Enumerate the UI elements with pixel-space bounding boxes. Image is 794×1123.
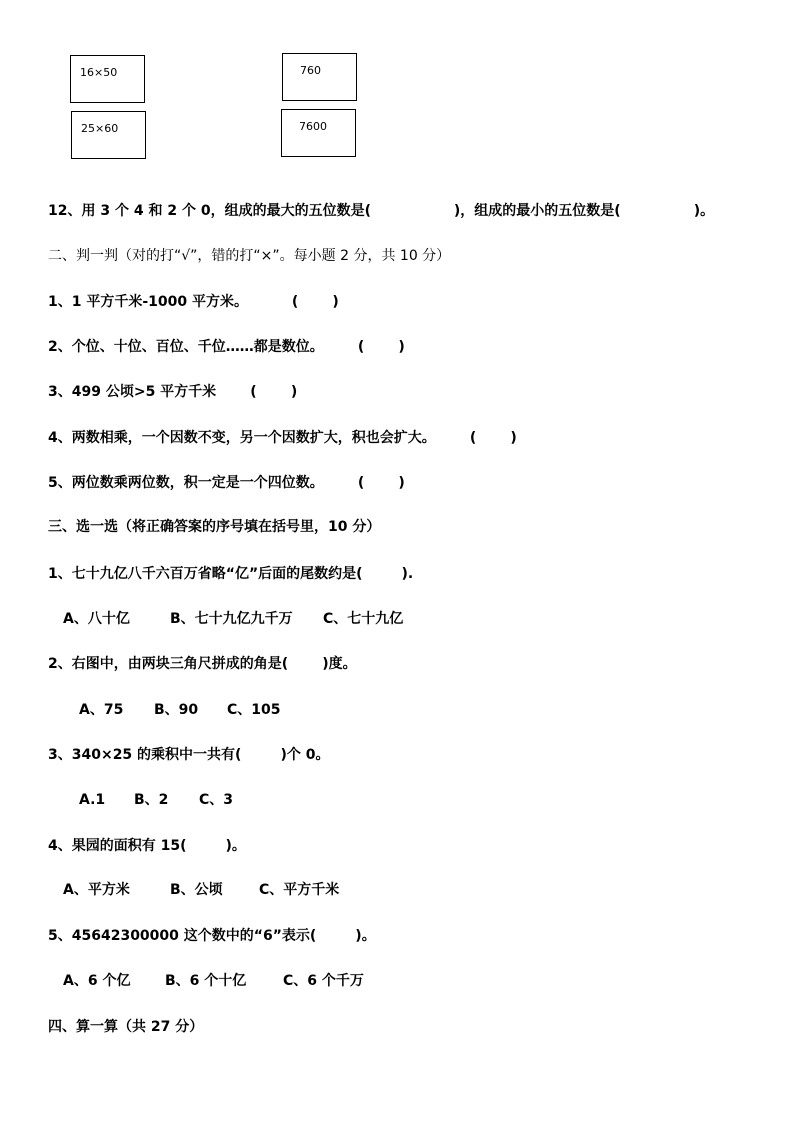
match-box-text: 25×60: [81, 122, 119, 135]
match-box-right-1: [282, 53, 357, 101]
section-4-title: 四、算一算（共 27 分）: [48, 1019, 204, 1035]
section-2-title: 二、判一判（对的打“√”，错的打“×”。每小题 2 分，共 10 分）: [48, 248, 451, 264]
match-box-left-2: [71, 111, 146, 159]
judge-item-4: 4、两数相乘，一个因数不变，另一个因数扩大，积也会扩大。 ( ): [48, 430, 517, 446]
choice-1-option-c: C、七十九亿: [323, 611, 404, 627]
choice-5-option-a: A、6 个亿: [63, 973, 131, 989]
section-3-title: 三、选一选（将正确答案的序号填在括号里，10 分）: [48, 519, 381, 535]
choice-question-2: 2、右图中，由两块三角尺拼成的角是( )度。: [48, 656, 357, 672]
choice-5-option-b: B、6 个十亿: [165, 973, 247, 989]
choice-3-option-b: B、2: [134, 792, 169, 808]
choice-4-option-b: B、公顷: [170, 882, 223, 898]
choice-4-option-a: A、平方米: [63, 882, 130, 898]
choice-1-option-b: B、七十九亿九千万: [170, 611, 293, 627]
choice-question-1: 1、七十九亿八千六百万省略“亿”后面的尾数约是( ).: [48, 566, 414, 582]
choice-2-option-c: C、105: [227, 702, 281, 718]
choice-1-option-a: A、八十亿: [63, 611, 130, 627]
judge-item-3: 3、499 公顷>5 平方千米 ( ): [48, 384, 298, 400]
choice-4-option-c: C、平方千米: [259, 882, 340, 898]
judge-item-5: 5、两位数乘两位数，积一定是一个四位数。 ( ): [48, 475, 405, 491]
match-box-text: 760: [300, 64, 321, 77]
question-12: 12、用 3 个 4 和 2 个 0，组成的最大的五位数是( )，组成的最小的五位数是( )。: [48, 203, 715, 219]
choice-5-option-c: C、6 个千万: [283, 973, 364, 989]
judge-item-1: 1、1 平方千米-1000 平方米。 ( ): [48, 294, 339, 310]
choice-2-option-a: A、75: [79, 702, 124, 718]
match-box-right-2: [281, 109, 356, 157]
match-box-text: 7600: [299, 120, 327, 133]
choice-question-4: 4、果园的面积有 15( )。: [48, 838, 246, 854]
choice-question-3: 3、340×25 的乘积中一共有( )个 0。: [48, 747, 330, 763]
choice-3-option-c: C、3: [199, 792, 234, 808]
choice-question-5: 5、45642300000 这个数中的“6”表示( )。: [48, 928, 376, 944]
judge-item-2: 2、个位、十位、百位、千位……都是数位。 ( ): [48, 339, 405, 355]
choice-2-option-b: B、90: [154, 702, 199, 718]
match-box-text: 16×50: [80, 66, 118, 79]
match-box-left-1: [70, 55, 145, 103]
choice-3-option-a: A.1: [79, 792, 106, 808]
